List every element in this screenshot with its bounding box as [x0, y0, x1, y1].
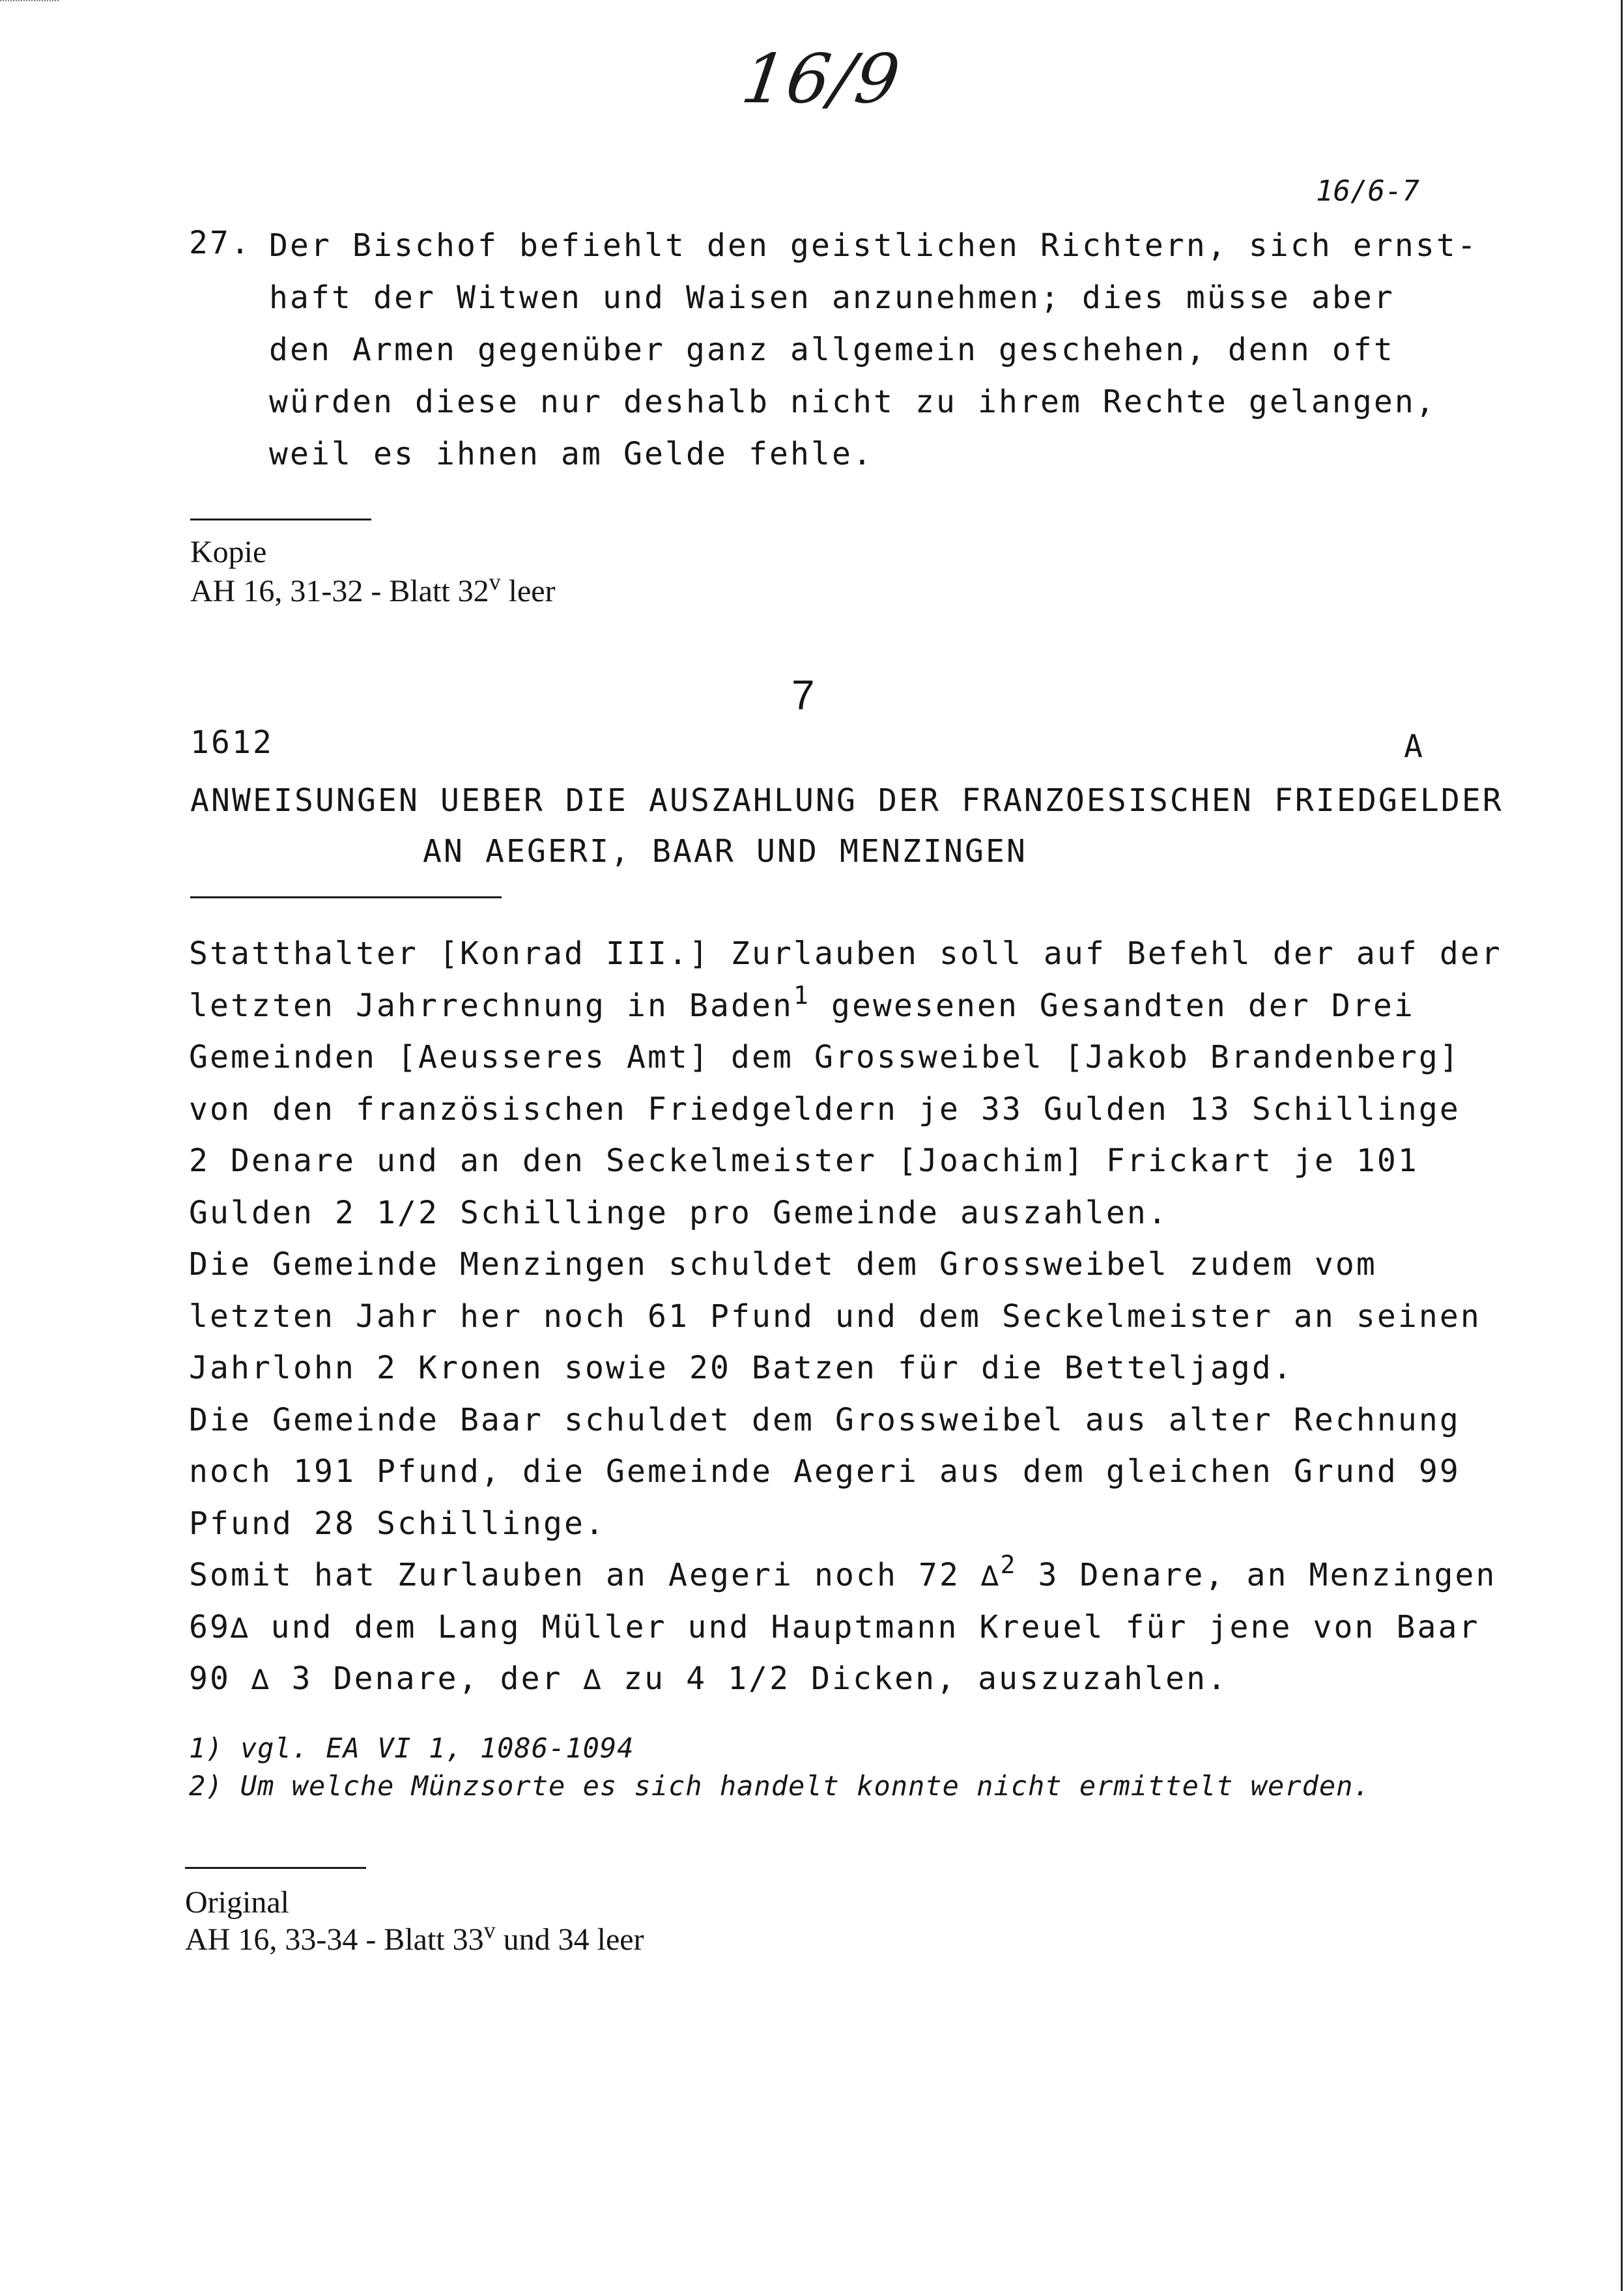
footnotes: [189, 1729, 1371, 1805]
source-label: Kopie: [190, 535, 267, 569]
body-line: noch 191 Pfund, die Gemeinde Aegeri aus dem gleichen Grund 99: [189, 1453, 1460, 1490]
body-text: 69: [189, 1608, 231, 1645]
verso-mark: v: [483, 1917, 496, 1943]
body-line: 2 Denare und an den Seckelmeister [Joachim] Frickart je 101: [189, 1143, 1419, 1179]
item-line: den Armen gegenüber ganz allgemein geschehen, denn oft: [269, 332, 1395, 368]
item-number: 27.: [189, 225, 251, 261]
body-text: gewesenen Gesandten der Drei: [810, 987, 1415, 1024]
body-text: Somit hat Zurlauben an Aegeri noch 72: [189, 1557, 960, 1593]
source-line: [185, 1917, 644, 1957]
title-line: AN AEGERI, BAAR UND MENZINGEN: [423, 833, 1027, 870]
verso-mark: v: [489, 569, 501, 595]
body-line: Pfund 28 Schillinge.: [189, 1505, 606, 1542]
body-text: 3 Denare, an Menzingen: [1017, 1557, 1497, 1593]
item-line: würden diese nur deshalb nicht zu ihrem Rechte gelangen,: [269, 384, 1436, 420]
item-line: Der Bischof befiehlt den geistlichen Richtern, sich ernst-: [269, 227, 1478, 264]
footnote: 1) vgl. EA VI 1, 1086-1094: [189, 1732, 634, 1764]
body-line: Statthalter [Konrad III.] Zurlauben soll auf Befehl der auf der: [189, 935, 1502, 972]
item-text: [269, 225, 1478, 485]
body-text: 90: [189, 1660, 231, 1697]
source-label: Original: [185, 1885, 289, 1920]
body-line: [189, 1550, 1502, 1606]
coin-symbol-icon: ∆: [980, 1559, 1001, 1593]
document-number: 7: [791, 672, 815, 719]
body-line: Gemeinden [Aeusseres Amt] dem Grossweibel [Jakob Brandenberg]: [189, 1039, 1460, 1075]
source-ref: AH 16, 31-32 - Blatt 32: [190, 574, 489, 608]
handwritten-page-mark: 16/9: [737, 39, 906, 119]
item-line: weil es ihnen am Gelde fehle.: [269, 436, 874, 472]
body-line: [189, 1606, 1502, 1658]
body-line: von den französischen Friedgeldern je 33 Gulden 13 Schillinge: [189, 1090, 1460, 1128]
item-line: haft der Witwen und Waisen anzunehmen; dies müsse aber: [269, 279, 1395, 316]
body-line: letzten Jahr her noch 61 Pfund und dem Seckelmeister an seinen: [189, 1298, 1481, 1335]
scan-edge-right: [1621, 0, 1623, 2291]
document-title: [190, 780, 1503, 881]
body-line: [189, 1658, 1502, 1710]
source-ref: AH 16, 33-34 - Blatt 33: [185, 1922, 484, 1957]
body-line: Jahrlohn 2 Kronen sowie 20 Batzen für die Betteljagd.: [189, 1350, 1294, 1386]
coin-symbol-icon: ∆: [231, 1611, 250, 1645]
body-text: zu 4 1/2 Dicken, auszuzahlen.: [603, 1660, 1229, 1697]
document-body: [189, 933, 1502, 1710]
body-line: [189, 980, 1502, 1037]
scan-edge-top: [0, 0, 59, 3]
body-line: Gulden 2 1/2 Schillinge pro Gemeinde auszahlen.: [189, 1194, 1169, 1231]
source-divider: [190, 519, 371, 520]
body-line: Die Gemeinde Baar schuldet dem Grossweibel aus alter Rechnung: [189, 1401, 1460, 1438]
body-line: Die Gemeinde Menzingen schuldet dem Grossweibel zudem vom: [189, 1246, 1377, 1283]
body-text: letzten Jahrrechnung in Baden: [189, 987, 793, 1024]
source-divider: [185, 1867, 366, 1869]
footnote: 2) Um welche Münzsorte es sich handelt konnte nicht ermittelt werden.: [189, 1770, 1371, 1802]
coin-symbol-icon: ∆: [251, 1663, 271, 1696]
document-type-letter: A: [1404, 728, 1425, 765]
body-text: 3 Denare, der: [270, 1660, 584, 1697]
source-line: [190, 569, 556, 609]
title-divider: [190, 896, 502, 898]
source-suffix: und 34 leer: [495, 1922, 644, 1957]
source-suffix: leer: [500, 574, 556, 608]
document-year: 1612: [190, 724, 274, 761]
document-reference: 16/6-7: [1316, 175, 1419, 208]
body-text: und dem Lang Müller und Hauptmann Kreuel für jene von Baar: [249, 1608, 1480, 1645]
coin-symbol-icon: ∆: [583, 1663, 603, 1696]
footnote-ref-2: 2: [1000, 1550, 1018, 1579]
footnote-ref-1: 1: [793, 980, 810, 1010]
title-line: ANWEISUNGEN UEBER DIE AUSZAHLUNG DER FRANZOESISCHEN FRIEDGELDER: [190, 782, 1503, 819]
